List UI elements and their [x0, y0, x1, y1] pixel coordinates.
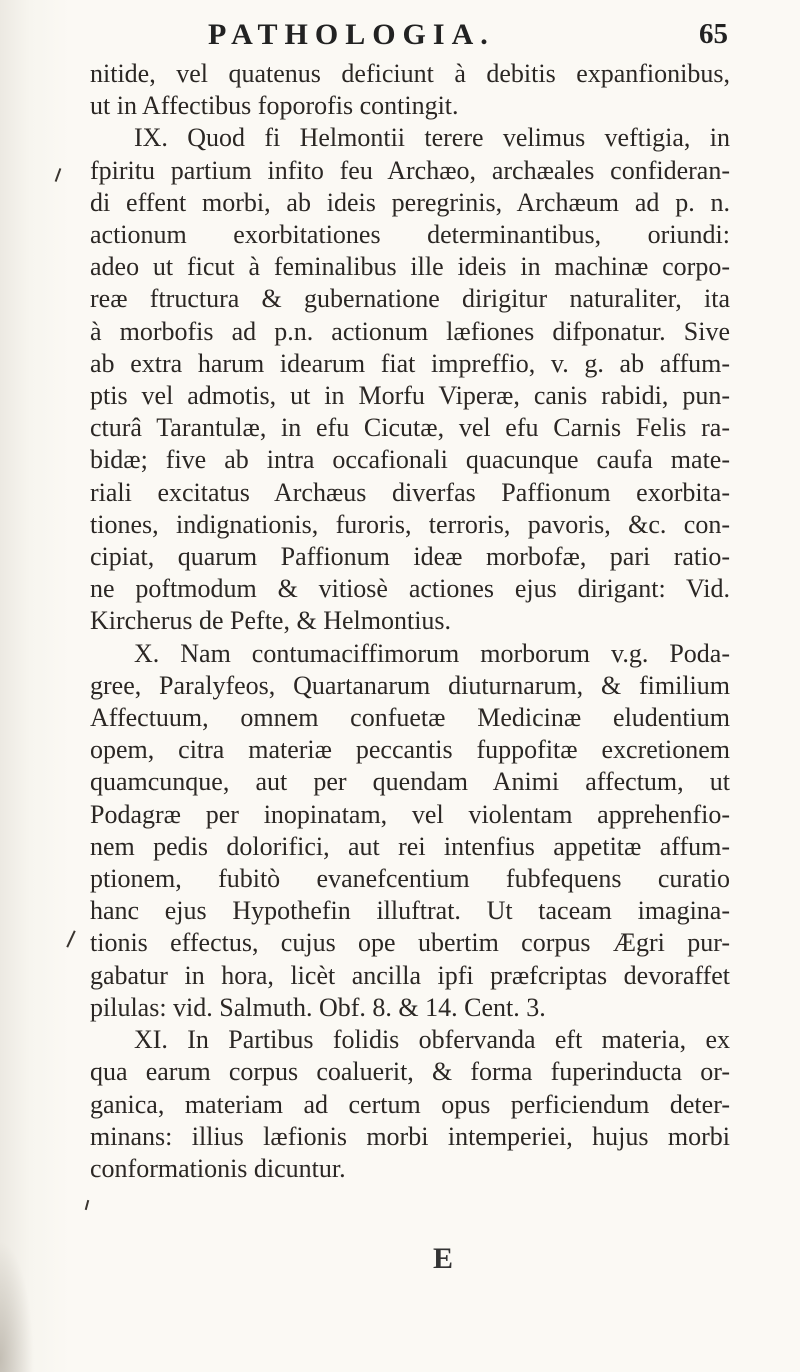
- catchword: E: [433, 1242, 454, 1275]
- text-line: riali excitatus Archæus diverfas Paffionum exorbita-: [90, 477, 730, 507]
- text-line: cturâ Tarantulæ, in efu Cicutæ, vel efu Carnis Felis ra-: [90, 413, 730, 443]
- text-line: Affectuum, omnem confuetæ Medicinæ eludentium: [90, 703, 730, 733]
- text-line: Podagræ per inopinatam, vel violentam apprehenfio-: [90, 799, 730, 829]
- text-line: fpiritu partium infito feu Archæo, archæales confideran-: [90, 155, 730, 185]
- running-title: PATHOLOGIA.: [208, 18, 495, 51]
- text-line: opem, citra materiæ peccantis fuppofitæ excretionem: [90, 735, 730, 765]
- text-line: ne poftmodum & vitiosè actiones ejus dirigant: Vid.: [90, 574, 730, 604]
- text-line: di effent morbi, ab ideis peregrinis, Archæum ad p. n.: [90, 187, 730, 217]
- page-number: 65: [699, 18, 728, 50]
- text-line: ptionem, fubitò evanefcentium fubfequens curatio: [90, 864, 730, 894]
- text-line: ganica, materiam ad certum opus perficiendum deter-: [90, 1089, 730, 1119]
- margin-tick-mark: [85, 1200, 90, 1210]
- text-line: conformationis dicuntur.: [90, 1153, 346, 1183]
- text-line: Kircherus de Pefte, & Helmontius.: [90, 606, 452, 636]
- paragraph-start-line: IX. Quod fi Helmontii terere velimus veftigia, in: [134, 123, 730, 153]
- text-line: ab extra harum idearum fiat impreffio, v. g. ab affum-: [90, 348, 730, 378]
- text-line: hanc ejus Hypothefin illuftrat. Ut taceam imagina-: [90, 896, 730, 926]
- text-line: pilulas: vid. Salmuth. Obf. 8. & 14. Cent. 3.: [90, 992, 546, 1022]
- margin-tick-mark: [55, 168, 62, 182]
- text-line: tiones, indignationis, furoris, terroris, pavoris, &c. con-: [90, 509, 730, 539]
- text-line: reæ ftructura & gubernatione dirigitur naturaliter, ita: [90, 284, 730, 314]
- text-line: minans: illius læfionis morbi intemperiei, hujus morbi: [90, 1121, 730, 1151]
- text-line: cipiat, quarum Paffionum ideæ morbofæ, pari ratio-: [90, 542, 730, 572]
- paragraph-start-line: X. Nam contumaciffimorum morborum v.g. Poda-: [134, 638, 730, 668]
- page-header: [208, 18, 728, 58]
- text-line: à morbofis ad p.n. actionum læfiones difponatur. Sive: [90, 316, 730, 346]
- text-line: tionis effectus, cujus ope ubertim corpus Ægri pur-: [90, 928, 730, 958]
- text-line: adeo ut ficut à feminalibus ille ideis in machinæ corpo-: [90, 252, 730, 282]
- body-text: [90, 58, 730, 1185]
- text-line: actionum exorbitationes determinantibus, oriundi:: [90, 220, 730, 250]
- text-line: ptis vel admotis, ut in Morfu Viperæ, canis rabidi, pun-: [90, 381, 730, 411]
- text-line: gabatur in hora, licèt ancilla ipfi præfcriptas devoraffet: [90, 960, 730, 990]
- text-line: quamcunque, aut per quendam Animi affectum, ut: [90, 767, 730, 797]
- text-line: ut in Affectibus foporofis contingit.: [90, 91, 459, 121]
- margin-tick-mark: [66, 930, 75, 947]
- text-line: gree, Paralyfeos, Quartanarum diuturnarum, & fimilium: [90, 670, 730, 700]
- paragraph-start-line: XI. In Partibus folidis obfervanda eft materia, ex: [134, 1025, 730, 1055]
- text-line: nem pedis dolorifici, aut rei intenfius appetitæ affum-: [90, 831, 730, 861]
- text-line: qua earum corpus coaluerit, & forma fuperinducta or-: [90, 1057, 730, 1087]
- text-line: bidæ; five ab intra occafionali quacunque caufa mate-: [90, 445, 730, 475]
- page-edge-shadow: [0, 1240, 34, 1372]
- text-line: nitide, vel quatenus deficiunt à debitis expanfionibus,: [90, 59, 730, 88]
